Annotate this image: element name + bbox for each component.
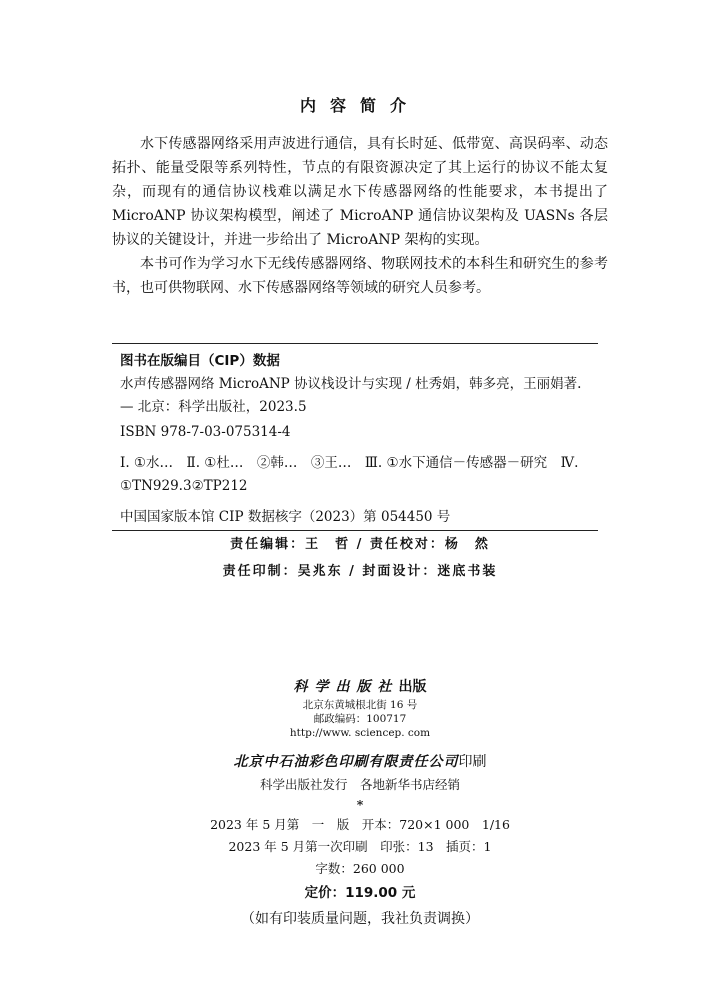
publisher-name: 科学出版社 — [293, 679, 399, 695]
cip-record-number: 中国国家版本馆 CIP 数据核字（2023）第 054450 号 — [120, 509, 451, 525]
publisher-website: http://www. sciencep. com — [289, 727, 431, 739]
price: 定价：119.00 元 — [304, 885, 416, 901]
cip-isbn: ISBN 978-7-03-075314-4 — [120, 424, 291, 440]
cip-description: 水声传感器网络 MicroANP 协议栈设计与实现 / 杜秀娟，韩多亮，王丽娟著. — 北京：科学出版社，2023.5 — [120, 376, 582, 415]
edition-line: 2023 年 5 月第 一 版 开本：720×1 000 1/16 — [210, 817, 510, 832]
summary-paragraph: 本书可作为学习水下无线传感器网络、物联网技术的本科生和研究生的参考书，也可供物联网、水下传感器网络等领域的研究人员参考。 — [112, 256, 608, 296]
printing-line: 2023 年 5 月第一次印刷 印张：13 插页：1 — [228, 839, 492, 854]
publisher-line — [0, 676, 720, 698]
publisher-postcode: 邮政编码：100717 — [313, 713, 407, 725]
book-summary — [112, 132, 608, 300]
cip-subjects: Ⅰ. ①水… Ⅱ. ①杜… ②韩… ③王… Ⅲ. ①水下通信－传感器－研究 Ⅳ. ①TN929.3②TP212 — [120, 455, 579, 494]
distribution-line: 科学出版社发行 各地新华书店经销 — [259, 777, 460, 792]
separator-star: * — [356, 797, 364, 812]
page-heading: 内容简介 — [299, 96, 420, 115]
publisher-suffix: 出版 — [398, 679, 427, 695]
printer-suffix: 印刷 — [458, 754, 487, 770]
cip-data-block — [112, 343, 598, 531]
publisher-address: 北京东黄城根北街 16 号 — [302, 699, 418, 711]
colophon — [0, 676, 720, 932]
word-count: 字数：260 000 — [315, 861, 405, 876]
editors-line: 责任编辑：王 哲 / 责任校对：杨 然 — [230, 537, 490, 552]
editors-line: 责任印制：吴兆东 / 封面设计：迷底书装 — [222, 564, 498, 579]
quality-notice: （如有印装质量问题，我社负责调换） — [241, 911, 479, 927]
responsible-editors — [0, 531, 720, 585]
printer-line — [0, 750, 720, 774]
printer-name: 北京中石油彩色印刷有限责任公司 — [233, 754, 459, 770]
cip-title: 图书在版编目（CIP）数据 — [120, 353, 280, 369]
summary-paragraph: 水下传感器网络采用声波进行通信，具有长时延、低带宽、高误码率、动态拓扑、能量受限等系列特性，节点的有限资源决定了其上运行的协议不能太复杂，而现有的通信协议栈难以满足水下传感器网络的性能要求，本书提出了 MicroANP 协议架构模型，阐述了 MicroANP 通信协议架构及 UASNs 各层协议的关键设计，并进一步给出了 MicroANP 架构的实现。 — [112, 136, 608, 248]
